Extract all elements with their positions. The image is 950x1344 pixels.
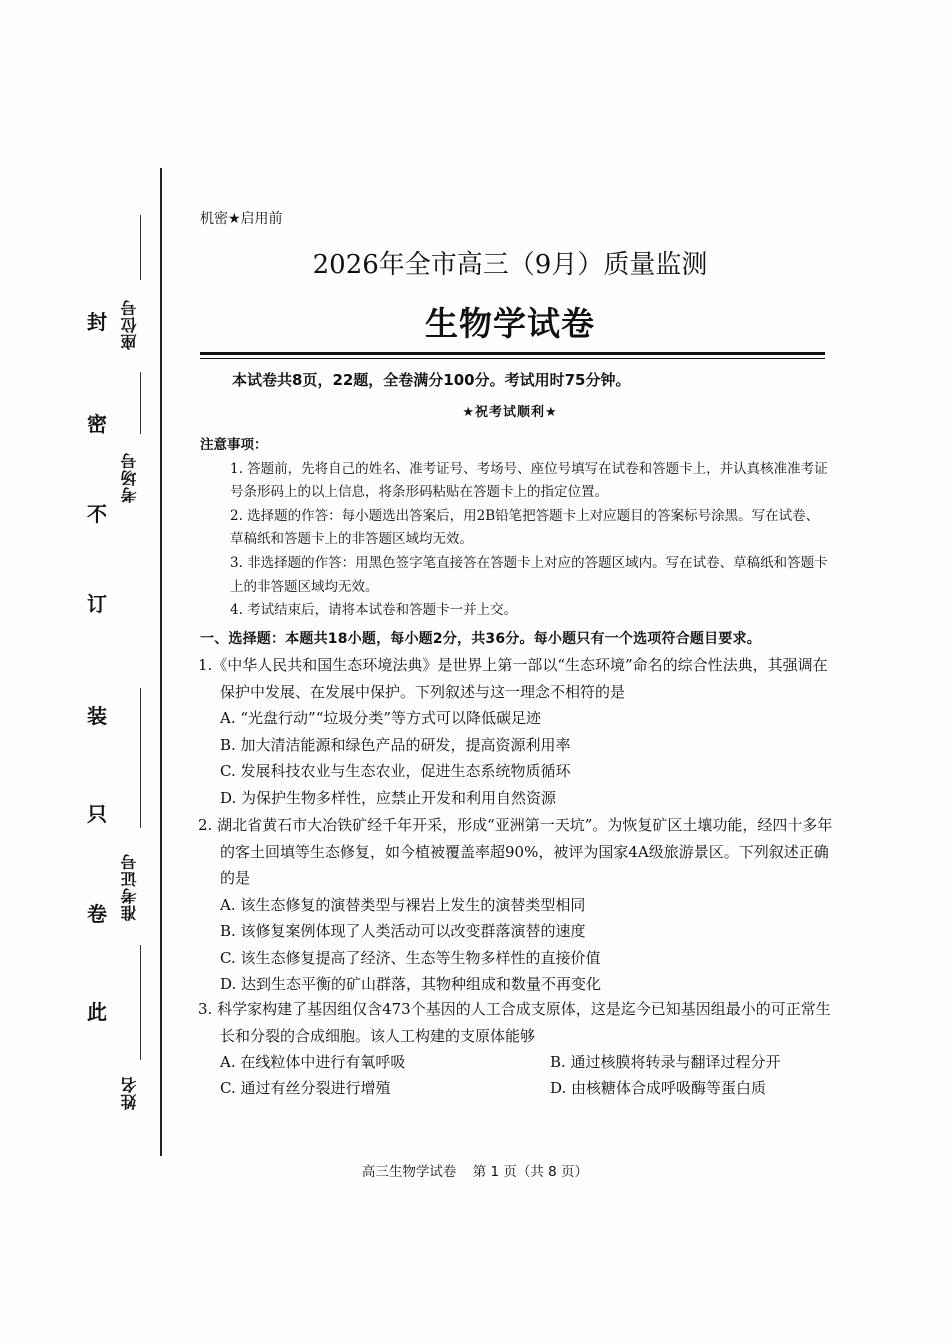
- subject-title: 生物学试卷: [425, 304, 595, 343]
- question-stem: 3. 科学家构建了基因组仅含473个基因的人工合成支原体，这是迄今已知基因组最小的可正常生长和分裂的合成细胞。该人工构建的支原体能够: [198, 1000, 831, 1045]
- options-grid: [198, 1049, 838, 1102]
- header-rule: [200, 352, 825, 355]
- exam-title: 2026年全市高三（9月）质量监测: [312, 250, 708, 280]
- page-footer: [0, 1160, 950, 1180]
- option-b: B. 该修复案例体现了人类活动可以改变群落演替的速度: [220, 922, 586, 940]
- footer-course: 高三生物学试卷: [361, 1164, 457, 1180]
- question-stem: 1.《中华人民共和国生态环境法典》是世界上第一部以“生态环境”命名的综合性法典，其强调在保护中发展、在发展中保护。下列叙述与这一理念不相符的是: [198, 656, 828, 701]
- option-b: B. 通过核膜将转录与翻译过程分开: [550, 1053, 781, 1071]
- option-c: C. 发展科技农业与生态农业，促进生态系统物质循环: [220, 762, 571, 780]
- option-d: D. 为保护生物多样性，应禁止开发和利用自然资源: [220, 788, 557, 807]
- ticket-number-label: 准考证号: [120, 853, 139, 922]
- section-heading: 一、选择题：本题共18小题，每小题2分，共36分。每小题只有一个选项符合题目要求。: [200, 631, 761, 647]
- seal-char: 装: [87, 704, 107, 728]
- seat-number-label: 座位号: [120, 299, 139, 351]
- question-2: [198, 812, 838, 998]
- ticket-number-line[interactable]: [140, 688, 141, 828]
- exam-room-label: 考场号: [120, 452, 139, 503]
- option-b: B. 加大清洁能源和绿色产品的研发，提高资源利用率: [220, 735, 571, 754]
- seal-char: 订: [87, 592, 107, 616]
- notes-section: [200, 434, 830, 623]
- note-item: 4. 考试结束后，请将本试卷和答题卡一并上交。: [230, 602, 518, 619]
- option-c: C. 该生态修复提高了经济、生态等生物多样性的直接价值: [220, 948, 601, 967]
- option-a: A. 在线粒体中进行有氧呼吸: [220, 1053, 406, 1071]
- seal-char: 此: [87, 1000, 107, 1024]
- note-item: 2. 选择题的作答：每小题选出答案后，用2B铅笔把答题卡上对应题目的答案标号涂黑。写在试卷、草稿纸和答题卡上的非答题区域均无效。: [230, 507, 820, 548]
- note-item: 1. 答题前，先将自己的姓名、准考证号、考场号、座位号填写在试卷和答题卡上，并认真核准准考证号条形码上的以上信息，将条形码粘贴在答题卡上的指定位置。: [230, 460, 828, 501]
- option-a: A. 该生态修复的演替类型与裸岩上发生的演替类型相同: [220, 895, 586, 914]
- seat-number-line[interactable]: [140, 215, 141, 280]
- seal-char: 卷: [87, 902, 107, 926]
- header-rule-thin: [200, 358, 825, 359]
- confidential-mark: 机密★启用前: [200, 211, 283, 227]
- notes-heading: 注意事项：: [200, 437, 268, 453]
- option-d: D. 达到生态平衡的矿山群落，其物种组成和数量不再变化: [220, 975, 602, 993]
- option-c: C. 通过有丝分裂进行增殖: [220, 1079, 391, 1097]
- name-label: 姓名: [120, 1076, 139, 1110]
- name-line[interactable]: [140, 945, 141, 1060]
- seal-char: 封: [87, 310, 107, 334]
- question-stem: 2. 湖北省黄石市大冶铁矿经千年开采，形成“亚洲第一天坑”。为恢复矿区土壤功能，经四十多年的客土回填等生态修复，如今植被覆盖率超90%，被评为国家4A级旅游景区。下列叙述正确的是: [198, 816, 833, 887]
- seal-char: 只: [87, 802, 107, 826]
- option-d: D. 由核糖体合成呼吸酶等蛋白质: [550, 1079, 767, 1097]
- seal-char: 密: [87, 412, 107, 436]
- question-3: [198, 996, 838, 1102]
- exam-intro: 本试卷共8页，22题，全卷满分100分。考试用时75分钟。: [232, 371, 631, 389]
- good-luck-note: ★祝考试顺利★: [462, 405, 558, 420]
- question-1: [198, 652, 838, 811]
- note-item: 3. 非选择题的作答：用黑色签字笔直接答在答题卡上对应的答题区域内。写在试卷、草稿纸和答题卡上的非答题区域均无效。: [230, 554, 828, 595]
- exam-room-line[interactable]: [140, 372, 141, 434]
- seal-char: 不: [87, 502, 107, 526]
- option-a: A. “光盘行动”“垃圾分类”等方式可以降低碳足迹: [220, 709, 542, 727]
- page-number: 第 1 页（共 8 页）: [472, 1164, 589, 1180]
- binding-line: [160, 168, 162, 1156]
